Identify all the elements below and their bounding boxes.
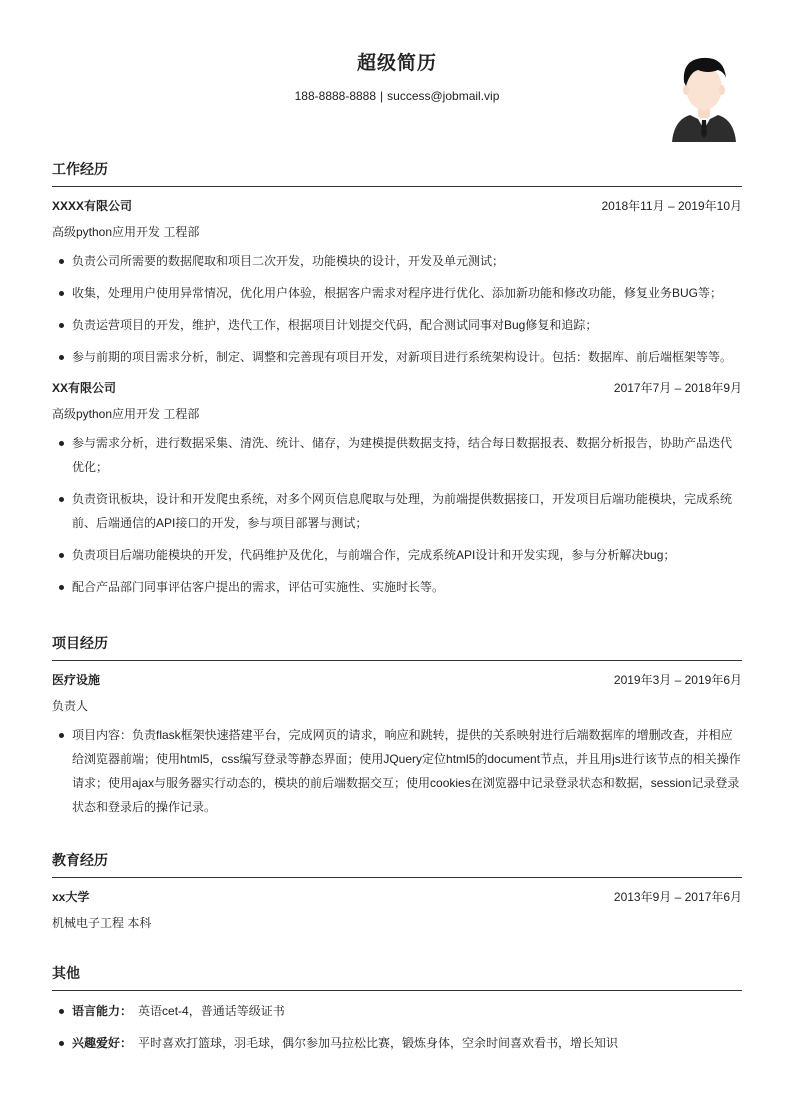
section-title-project: 项目经历	[52, 632, 742, 661]
job-role: 高级python应用开发 工程部	[52, 225, 200, 239]
bullet-list	[52, 431, 742, 599]
list-item	[72, 1031, 742, 1055]
item-key: 语言能力：	[72, 1004, 133, 1018]
list-item: 收集，处理用户使用异常情况，优化用户体验，根据客户需求对程序进行优化、添加新功能和修改功能，修复业务BUG等；	[72, 281, 742, 305]
entry-header	[52, 671, 742, 689]
list-item	[72, 999, 742, 1023]
project-name: 医疗设施	[52, 673, 101, 687]
entry-header	[52, 197, 742, 215]
list-item: 负责运营项目的开发，维护，迭代工作，根据项目计划提交代码，配合测试同事对Bug修复和追踪；	[72, 313, 742, 337]
phone-number: 188-8888-8888	[294, 89, 377, 103]
project-role: 负责人	[52, 699, 89, 713]
email-address: success@jobmail.vip	[387, 89, 500, 103]
project-entry-1	[52, 671, 742, 819]
company-name: XXXX有限公司	[52, 199, 133, 213]
job-role: 高级python应用开发 工程部	[52, 407, 200, 421]
list-item: 负责项目后端功能模块的开发，代码维护及优化，与前端合作，完成系统API设计和开发实现，参与分析解决bug；	[72, 543, 742, 567]
item-value: 平时喜欢打篮球，羽毛球，偶尔参加马拉松比赛，锻炼身体，空余时间喜欢看书，增长知识	[138, 1036, 619, 1050]
entry-header	[52, 888, 742, 906]
bullet-list	[52, 999, 742, 1055]
list-item: 项目内容：负责flask框架快速搭建平台，完成网页的请求，响应和跳转，提供的关系映射进行后端数据库的增删改查，并相应给浏览器前端；使用html5，css编写登录等静态界面；使用JQuery定位html5的document节点，并且用js进行该节点的相关操作请求；使用ajax与服务器实行动态的，模块的前后端数据交互；使用cookies在浏览器中记录登录状态和数据，session记录登录状态和登录后的操作记录。	[72, 723, 742, 819]
section-work	[52, 158, 742, 599]
list-item: 负责公司所需要的数据爬取和项目二次开发，功能模块的设计，开发及单元测试；	[72, 249, 742, 273]
degree: 机械电子工程 本科	[52, 916, 152, 930]
work-entry-1	[52, 197, 742, 369]
candidate-name: 超级简历	[356, 53, 437, 74]
list-item: 参与需求分析，进行数据采集、清洗、统计、储存，为建模提供数据支持，结合每日数据报表、数据分析报告，协助产品迭代优化；	[72, 431, 742, 479]
date-range: 2018年11月 – 2019年10月	[601, 199, 742, 213]
list-item: 配合产品部门同事评估客户提出的需求，评估可实施性、实施时长等。	[72, 575, 742, 599]
list-item: 负责资讯板块，设计和开发爬虫系统，对多个网页信息爬取与处理，为前端提供数据接口，开发项目后端功能模块，完成系统前、后端通信的API接口的开发，参与项目部署与测试；	[72, 487, 742, 535]
entry-header	[52, 379, 742, 397]
date-range: 2019年3月 – 2019年6月	[613, 673, 742, 687]
education-entry-1	[52, 888, 742, 932]
section-title-education: 教育经历	[52, 849, 742, 878]
work-entry-2	[52, 379, 742, 599]
section-title-other: 其他	[52, 962, 742, 991]
contact-separator: |	[380, 89, 384, 103]
section-other	[52, 962, 742, 1055]
bullet-list	[52, 723, 742, 819]
school-name: xx大学	[52, 890, 90, 904]
section-education	[52, 849, 742, 932]
avatar-icon	[668, 52, 740, 144]
date-range: 2017年7月 – 2018年9月	[613, 381, 742, 395]
section-title-work: 工作经历	[52, 158, 742, 187]
list-item: 参与前期的项目需求分析，制定、调整和完善现有项目开发，对新项目进行系统架构设计。包括：数据库、前后端框架等等。	[72, 345, 742, 369]
date-range: 2013年9月 – 2017年6月	[613, 890, 742, 904]
item-key: 兴趣爱好：	[72, 1036, 133, 1050]
section-project	[52, 632, 742, 819]
bullet-list	[52, 249, 742, 369]
company-name: XX有限公司	[52, 381, 117, 395]
item-value: 英语cet-4，普通话等级证书	[138, 1004, 285, 1018]
